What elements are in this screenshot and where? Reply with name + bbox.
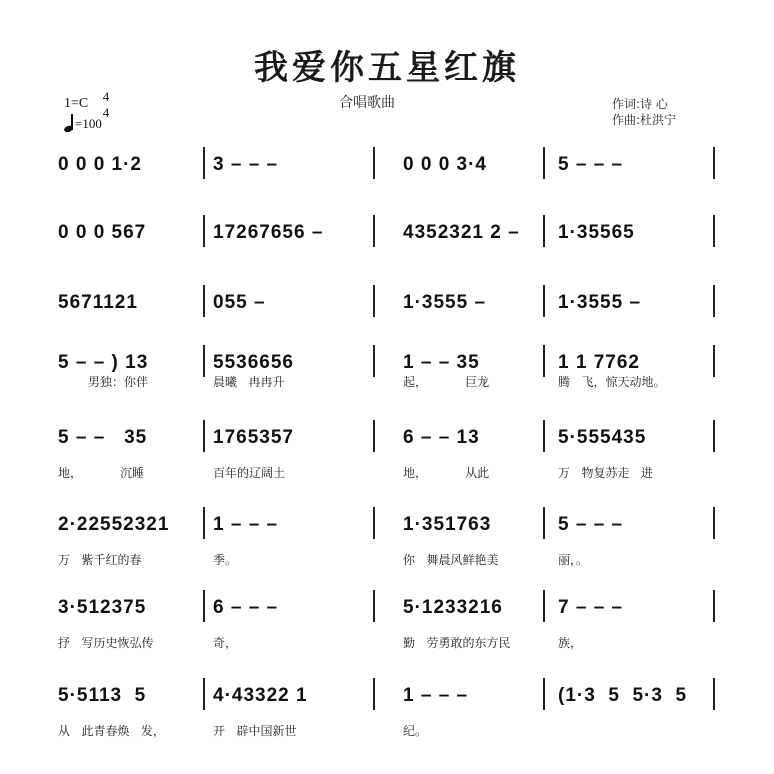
measure-notes: 2·22552321 (58, 514, 170, 535)
measure-notes: 1·3555 – (558, 292, 642, 313)
time-signature (101, 89, 111, 121)
measure-notes: 1·3555 – (403, 292, 487, 313)
quarter-note-icon (64, 114, 73, 132)
lyric-line: 季。 (213, 553, 238, 567)
measure-notes: 0 0 0 567 (58, 222, 147, 243)
barline (373, 345, 375, 377)
measure (558, 588, 623, 628)
barline (543, 420, 545, 452)
measure (213, 418, 294, 458)
barline (713, 678, 715, 710)
score-row (58, 343, 718, 389)
score-row (58, 505, 718, 567)
barline (713, 215, 715, 247)
measure-notes: 17267656 – (213, 222, 324, 243)
measure (403, 676, 468, 716)
measure (558, 145, 623, 185)
measure-notes: 1 – – 35 (403, 352, 480, 373)
measure (213, 145, 278, 185)
measure-notes: 3·512375 (58, 597, 147, 618)
time-numerator: 4 (102, 89, 110, 104)
lyric-line: 开 辟中国新世 (213, 724, 297, 738)
measure (58, 676, 146, 716)
measure-notes: 1·35565 (558, 222, 635, 243)
lyric-line: 抒 写历史恢弘传 (58, 636, 154, 650)
lyric-line: 勤 劳勇敢的东方民 (403, 636, 511, 650)
measure-notes: 5 – – – (558, 514, 624, 535)
barline (203, 678, 205, 710)
lyric-line: 丽，。 (558, 553, 589, 567)
measure (558, 213, 635, 253)
barline (713, 345, 715, 377)
barline (203, 147, 205, 179)
barline (713, 507, 715, 539)
barline (373, 678, 375, 710)
measure-notes: (1·3 5 5·3 5 (558, 685, 688, 706)
measure-notes: 6 – – 13 (403, 427, 480, 448)
lyric-line: 从 此青春焕 发， (58, 724, 165, 738)
barline (543, 590, 545, 622)
measure-notes: 6 – – – (213, 597, 279, 618)
barline (373, 285, 375, 317)
measure (58, 145, 142, 185)
barline (543, 147, 545, 179)
lyric-line: 百年的辽阔土 (213, 466, 286, 480)
measure (403, 418, 480, 458)
measure-notes: 1 – – – (403, 685, 469, 706)
measure (58, 505, 169, 545)
measure-notes: 055 – (213, 292, 266, 313)
lyric-line: 奇， (213, 636, 238, 650)
measure-notes: 4352321 2 – (403, 222, 520, 243)
lyric-line: 腾 飞，惊天动地。 (558, 375, 666, 389)
tempo-marking (64, 114, 102, 132)
barline (203, 215, 205, 247)
measure (58, 588, 146, 628)
lyric-line: 万 紫千红的春 (58, 553, 142, 567)
measure-notes: 5·1233216 (403, 597, 503, 618)
barline (713, 147, 715, 179)
measure (558, 676, 687, 716)
time-denominator: 4 (102, 105, 110, 120)
measure (403, 283, 486, 323)
measure (403, 213, 520, 253)
lyric-line: 万 物复苏走 进 (558, 466, 653, 480)
measure-notes: 5536656 (213, 352, 294, 373)
measure-notes: 5 – – – (558, 154, 624, 175)
measure (403, 505, 491, 545)
barline (373, 215, 375, 247)
barline (543, 678, 545, 710)
measure-notes: 5 – – ) 13 (58, 352, 149, 373)
measure (58, 283, 138, 323)
measure (213, 213, 323, 253)
measure (403, 145, 487, 185)
measure (558, 418, 646, 458)
measure-notes: 1·351763 (403, 514, 492, 535)
measure (558, 505, 623, 545)
score-row (58, 213, 718, 253)
measure (403, 588, 503, 628)
song-subtitle: 合唱歌曲 (339, 95, 395, 111)
barline (713, 420, 715, 452)
measure-notes: 1765357 (213, 427, 294, 448)
barline (373, 147, 375, 179)
barline (203, 420, 205, 452)
barline (543, 285, 545, 317)
measure (213, 505, 278, 545)
measure-notes: 5·5113 5 (58, 685, 147, 706)
barline (373, 590, 375, 622)
measure (213, 588, 278, 628)
barline (203, 285, 205, 317)
barline (203, 590, 205, 622)
lyric-line: 晨曦 冉冉升 (213, 375, 285, 389)
lyric-line: 你 舞晨风鲜艳美 (403, 553, 499, 567)
measure-notes: 0 0 0 1·2 (58, 154, 142, 175)
measure (58, 418, 147, 458)
barline (373, 507, 375, 539)
barline (543, 215, 545, 247)
measure-notes: 0 0 0 3·4 (403, 154, 487, 175)
measure-notes: 4·43322 1 (213, 685, 308, 706)
measure-notes: 5 – – 35 (58, 427, 148, 448)
lyric-line: 族， (558, 636, 583, 650)
barline (373, 420, 375, 452)
measure-notes: 1 1 7762 (558, 352, 640, 373)
barline (713, 590, 715, 622)
lyric-line: 起， 巨龙 (403, 375, 490, 389)
measure-notes: 3 – – – (213, 154, 279, 175)
lyric-line: 地， 从此 (403, 466, 490, 480)
measure (213, 283, 266, 323)
lyric-line: 纪。 (403, 724, 428, 738)
barline (543, 507, 545, 539)
lyric-line: 地， 沉睡 (58, 466, 145, 480)
measure (213, 676, 308, 716)
barline (543, 345, 545, 377)
score-row (58, 283, 718, 323)
measure-notes: 7 – – – (558, 597, 624, 618)
lyricist: 作词:诗 心 (612, 97, 668, 111)
barline (203, 507, 205, 539)
score-row (58, 588, 718, 650)
credits (612, 96, 676, 128)
key-signature: 1=C (64, 96, 89, 111)
measure-notes: 5·555435 (558, 427, 647, 448)
score-row (58, 676, 718, 738)
barline (713, 285, 715, 317)
measure-notes: 5671121 (58, 292, 138, 313)
measure (58, 213, 146, 253)
tempo-value: =100 (75, 116, 102, 131)
measure-notes: 1 – – – (213, 514, 279, 535)
song-title: 我爱你五星红旗 (254, 48, 520, 88)
composer: 作曲:杜洪宁 (612, 113, 677, 127)
score-row (58, 145, 718, 185)
lyric-line: 男独：你伴 (88, 375, 149, 389)
measure (558, 283, 641, 323)
score-row (58, 418, 718, 480)
barline (203, 345, 205, 377)
